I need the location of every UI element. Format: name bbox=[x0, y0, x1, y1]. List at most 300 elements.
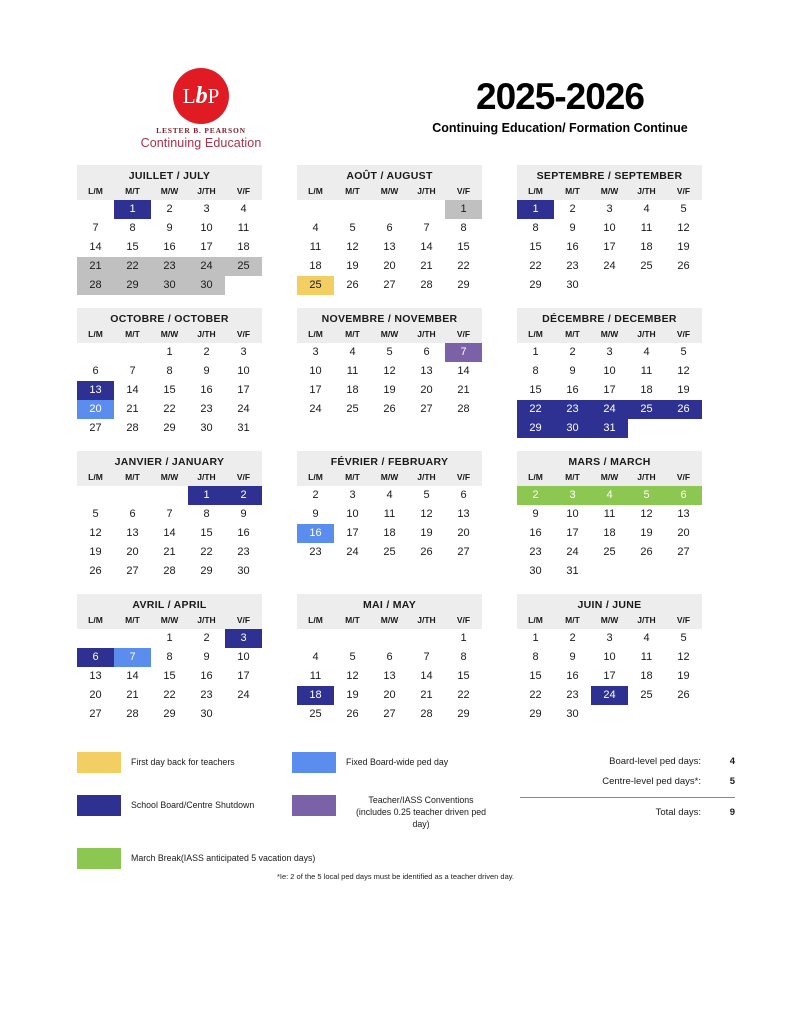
day-cell[interactable]: 12 bbox=[89, 527, 102, 539]
day-cell[interactable]: 1 bbox=[460, 632, 467, 644]
day-cell[interactable]: 21 bbox=[77, 257, 114, 276]
week-row bbox=[77, 276, 262, 295]
week-row bbox=[297, 400, 482, 419]
legend-item-fixed-board-ped bbox=[292, 752, 507, 773]
day-cell[interactable]: 11 bbox=[309, 241, 322, 253]
day-cell[interactable]: 26 bbox=[677, 689, 690, 701]
day-cell-empty bbox=[334, 200, 371, 219]
day-cell[interactable]: 10 bbox=[566, 508, 579, 520]
day-cell[interactable]: 8 bbox=[532, 651, 539, 663]
day-cell[interactable]: 22 bbox=[457, 689, 470, 701]
day-cell[interactable]: 19 bbox=[677, 670, 690, 682]
day-cell[interactable]: 26 bbox=[420, 546, 433, 558]
day-cell[interactable]: 10 bbox=[309, 365, 322, 377]
day-of-week-header-row bbox=[517, 329, 702, 343]
day-cell[interactable]: 7 bbox=[114, 648, 151, 667]
day-cell[interactable]: 26 bbox=[89, 565, 102, 577]
day-cell[interactable]: 12 bbox=[420, 508, 433, 520]
day-cell[interactable]: 7 bbox=[129, 365, 136, 377]
day-cell[interactable]: 12 bbox=[677, 651, 690, 663]
day-cell[interactable]: 1 bbox=[166, 632, 173, 644]
day-cell[interactable]: 18 bbox=[309, 260, 322, 272]
day-cell[interactable]: 1 bbox=[532, 346, 539, 358]
day-cell[interactable]: 23 bbox=[554, 400, 591, 419]
day-cell[interactable]: 30 bbox=[188, 276, 225, 295]
day-cell[interactable]: 18 bbox=[640, 384, 653, 396]
legend-label-conventions bbox=[346, 795, 496, 831]
day-cell[interactable]: 3 bbox=[240, 346, 247, 358]
day-cell[interactable]: 13 bbox=[420, 365, 433, 377]
day-cell[interactable]: 28 bbox=[163, 565, 176, 577]
day-cell[interactable]: 21 bbox=[457, 384, 470, 396]
day-cell[interactable]: 6 bbox=[129, 508, 136, 520]
day-cell[interactable]: 1 bbox=[188, 486, 225, 505]
day-cell[interactable]: 2 bbox=[569, 346, 576, 358]
day-cell[interactable]: 11 bbox=[383, 508, 396, 520]
day-cell[interactable]: 10 bbox=[346, 508, 359, 520]
day-cell[interactable]: 8 bbox=[203, 508, 210, 520]
day-cell[interactable]: 8 bbox=[460, 222, 467, 234]
week-row bbox=[517, 238, 702, 257]
day-cell[interactable]: 23 bbox=[151, 257, 188, 276]
day-cell[interactable]: 21 bbox=[126, 403, 139, 415]
day-cell[interactable]: 2 bbox=[569, 632, 576, 644]
day-cell[interactable]: 29 bbox=[200, 565, 213, 577]
day-cell[interactable]: 13 bbox=[77, 381, 114, 400]
day-cell[interactable]: 24 bbox=[309, 403, 322, 415]
day-of-week-header: J/TH bbox=[417, 186, 436, 196]
week-row bbox=[517, 276, 702, 295]
day-cell[interactable]: 19 bbox=[677, 241, 690, 253]
day-cell[interactable]: 16 bbox=[163, 241, 176, 253]
day-cell[interactable]: 24 bbox=[237, 689, 250, 701]
day-cell[interactable]: 9 bbox=[240, 508, 247, 520]
day-of-week-header: J/TH bbox=[637, 329, 656, 339]
day-cell[interactable]: 23 bbox=[529, 546, 542, 558]
day-cell[interactable]: 3 bbox=[606, 203, 613, 215]
month-title: MAI / MAY bbox=[297, 594, 482, 615]
day-cell[interactable]: 17 bbox=[346, 527, 359, 539]
day-cell[interactable]: 15 bbox=[126, 241, 139, 253]
day-cell[interactable]: 9 bbox=[203, 651, 210, 663]
day-cell[interactable]: 25 bbox=[297, 276, 334, 295]
day-cell[interactable]: 7 bbox=[445, 343, 482, 362]
day-cell[interactable]: 6 bbox=[386, 651, 393, 663]
day-cell[interactable]: 11 bbox=[346, 365, 359, 377]
day-cell[interactable]: 18 bbox=[237, 241, 250, 253]
day-cell[interactable]: 15 bbox=[529, 241, 542, 253]
day-cell[interactable]: 31 bbox=[566, 565, 579, 577]
day-cell[interactable]: 14 bbox=[126, 384, 139, 396]
day-cell[interactable]: 8 bbox=[129, 222, 136, 234]
day-cell[interactable]: 3 bbox=[203, 203, 210, 215]
day-cell[interactable]: 12 bbox=[383, 365, 396, 377]
day-cell[interactable]: 30 bbox=[554, 419, 591, 438]
day-cell[interactable]: 29 bbox=[529, 279, 542, 291]
day-cell[interactable]: 10 bbox=[237, 365, 250, 377]
day-cell[interactable]: 7 bbox=[423, 651, 430, 663]
day-cell[interactable]: 15 bbox=[529, 670, 542, 682]
day-cell[interactable]: 11 bbox=[640, 222, 653, 234]
week-row bbox=[77, 400, 262, 419]
day-cell[interactable]: 9 bbox=[312, 508, 319, 520]
day-cell[interactable]: 20 bbox=[77, 400, 114, 419]
day-cell[interactable]: 6 bbox=[386, 222, 393, 234]
day-cell[interactable]: 21 bbox=[163, 546, 176, 558]
day-cell[interactable]: 4 bbox=[312, 222, 319, 234]
day-cell[interactable]: 13 bbox=[89, 670, 102, 682]
day-cell[interactable]: 2 bbox=[225, 486, 262, 505]
week-row bbox=[77, 562, 262, 581]
day-cell[interactable]: 5 bbox=[680, 632, 687, 644]
day-cell[interactable]: 6 bbox=[665, 486, 702, 505]
day-cell[interactable]: 19 bbox=[640, 527, 653, 539]
day-cell[interactable]: 20 bbox=[89, 689, 102, 701]
day-cell[interactable]: 29 bbox=[457, 279, 470, 291]
day-cell[interactable]: 13 bbox=[126, 527, 139, 539]
day-cell[interactable]: 30 bbox=[566, 279, 579, 291]
day-cell[interactable]: 31 bbox=[237, 422, 250, 434]
day-cell[interactable]: 1 bbox=[532, 632, 539, 644]
day-cell[interactable]: 26 bbox=[346, 708, 359, 720]
day-cell[interactable]: 8 bbox=[166, 651, 173, 663]
day-cell[interactable]: 5 bbox=[423, 489, 430, 501]
day-cell[interactable]: 8 bbox=[460, 651, 467, 663]
day-cell[interactable]: 7 bbox=[92, 222, 99, 234]
day-cell[interactable]: 19 bbox=[346, 260, 359, 272]
day-cell[interactable]: 1 bbox=[517, 200, 554, 219]
day-cell[interactable]: 29 bbox=[163, 422, 176, 434]
day-cell[interactable]: 29 bbox=[529, 708, 542, 720]
day-cell[interactable]: 6 bbox=[460, 489, 467, 501]
day-cell[interactable]: 26 bbox=[677, 260, 690, 272]
day-cell[interactable]: 22 bbox=[457, 260, 470, 272]
day-cell[interactable]: 30 bbox=[529, 565, 542, 577]
day-cell[interactable]: 28 bbox=[126, 708, 139, 720]
day-cell[interactable]: 22 bbox=[163, 689, 176, 701]
day-cell[interactable]: 25 bbox=[225, 257, 262, 276]
day-cell[interactable]: 30 bbox=[237, 565, 250, 577]
day-cell[interactable]: 13 bbox=[677, 508, 690, 520]
day-cell[interactable]: 3 bbox=[606, 346, 613, 358]
day-cell[interactable]: 23 bbox=[566, 260, 579, 272]
day-cell[interactable]: 18 bbox=[603, 527, 616, 539]
day-cell[interactable]: 3 bbox=[349, 489, 356, 501]
day-cell[interactable]: 20 bbox=[383, 689, 396, 701]
day-cell[interactable]: 4 bbox=[240, 203, 247, 215]
legend-item-conventions bbox=[292, 795, 507, 831]
day-cell[interactable]: 11 bbox=[603, 508, 616, 520]
day-of-week-header: L/M bbox=[308, 615, 323, 625]
day-cell[interactable]: 1 bbox=[114, 200, 151, 219]
day-cell[interactable]: 27 bbox=[126, 565, 139, 577]
day-cell[interactable]: 4 bbox=[643, 203, 650, 215]
day-cell-empty bbox=[371, 629, 408, 648]
day-cell[interactable]: 19 bbox=[383, 384, 396, 396]
day-cell[interactable]: 4 bbox=[386, 489, 393, 501]
day-cell[interactable]: 28 bbox=[457, 403, 470, 415]
day-cell[interactable]: 17 bbox=[237, 670, 250, 682]
day-of-week-header: L/M bbox=[308, 186, 323, 196]
day-cell[interactable]: 15 bbox=[163, 670, 176, 682]
day-cell[interactable]: 10 bbox=[237, 651, 250, 663]
day-of-week-header: M/W bbox=[380, 615, 399, 625]
day-cell-empty bbox=[371, 419, 408, 438]
day-cell[interactable]: 16 bbox=[297, 524, 334, 543]
day-cell[interactable]: 25 bbox=[309, 708, 322, 720]
day-cell[interactable]: 31 bbox=[591, 419, 628, 438]
day-cell[interactable]: 1 bbox=[166, 346, 173, 358]
day-cell[interactable]: 5 bbox=[349, 222, 356, 234]
day-cell[interactable]: 7 bbox=[423, 222, 430, 234]
day-cell[interactable]: 26 bbox=[665, 400, 702, 419]
day-cell[interactable]: 4 bbox=[643, 632, 650, 644]
day-cell[interactable]: 17 bbox=[603, 670, 616, 682]
day-cell[interactable]: 24 bbox=[591, 686, 628, 705]
day-cell[interactable]: 18 bbox=[346, 384, 359, 396]
day-cell[interactable]: 19 bbox=[89, 546, 102, 558]
day-cell[interactable]: 25 bbox=[346, 403, 359, 415]
day-cell[interactable]: 22 bbox=[529, 689, 542, 701]
day-of-week-header: M/T bbox=[345, 472, 360, 482]
day-cell[interactable]: 2 bbox=[517, 486, 554, 505]
day-cell[interactable]: 16 bbox=[566, 670, 579, 682]
day-cell[interactable]: 21 bbox=[420, 260, 433, 272]
week-row bbox=[517, 257, 702, 276]
day-cell[interactable]: 14 bbox=[126, 670, 139, 682]
day-cell[interactable]: 18 bbox=[297, 686, 334, 705]
week-row bbox=[517, 362, 702, 381]
day-cell[interactable]: 25 bbox=[603, 546, 616, 558]
day-cell[interactable]: 28 bbox=[126, 422, 139, 434]
day-cell[interactable]: 30 bbox=[200, 422, 213, 434]
day-cell[interactable]: 2 bbox=[203, 632, 210, 644]
day-cell[interactable]: 18 bbox=[640, 670, 653, 682]
day-cell[interactable]: 17 bbox=[603, 241, 616, 253]
day-cell[interactable]: 15 bbox=[163, 384, 176, 396]
day-cell[interactable]: 8 bbox=[532, 222, 539, 234]
day-cell[interactable]: 23 bbox=[237, 546, 250, 558]
day-of-week-header: J/TH bbox=[417, 329, 436, 339]
day-of-week-header: V/F bbox=[236, 186, 251, 196]
day-cell[interactable]: 17 bbox=[309, 384, 322, 396]
day-cell[interactable]: 15 bbox=[529, 384, 542, 396]
month-title: JUILLET / JULY bbox=[77, 165, 262, 186]
day-cell[interactable]: 21 bbox=[126, 689, 139, 701]
week-row bbox=[297, 686, 482, 705]
day-cell[interactable]: 19 bbox=[420, 527, 433, 539]
day-cell[interactable]: 30 bbox=[566, 708, 579, 720]
day-cell[interactable]: 15 bbox=[200, 527, 213, 539]
day-cell[interactable]: 25 bbox=[628, 400, 665, 419]
day-cell[interactable]: 17 bbox=[603, 384, 616, 396]
day-of-week-header: M/T bbox=[125, 472, 140, 482]
day-cell[interactable]: 9 bbox=[569, 651, 576, 663]
day-cell[interactable]: 26 bbox=[383, 403, 396, 415]
day-of-week-header: V/F bbox=[456, 615, 471, 625]
day-cell[interactable]: 28 bbox=[420, 708, 433, 720]
day-of-week-header-row bbox=[77, 472, 262, 486]
day-cell[interactable]: 3 bbox=[312, 346, 319, 358]
day-cell[interactable]: 12 bbox=[677, 365, 690, 377]
day-cell[interactable]: 10 bbox=[603, 222, 616, 234]
day-cell[interactable]: 20 bbox=[420, 384, 433, 396]
day-cell[interactable]: 29 bbox=[457, 708, 470, 720]
day-cell[interactable]: 5 bbox=[386, 346, 393, 358]
day-cell[interactable]: 16 bbox=[566, 384, 579, 396]
day-cell[interactable]: 22 bbox=[529, 260, 542, 272]
day-cell[interactable]: 14 bbox=[420, 670, 433, 682]
day-cell[interactable]: 19 bbox=[346, 689, 359, 701]
day-cell[interactable]: 27 bbox=[420, 403, 433, 415]
week-row bbox=[517, 419, 702, 438]
day-cell[interactable]: 26 bbox=[640, 546, 653, 558]
day-cell[interactable]: 12 bbox=[346, 670, 359, 682]
day-cell[interactable]: 25 bbox=[640, 689, 653, 701]
day-cell[interactable]: 16 bbox=[566, 241, 579, 253]
day-cell[interactable]: 22 bbox=[200, 546, 213, 558]
day-cell[interactable]: 2 bbox=[569, 203, 576, 215]
day-cell[interactable]: 27 bbox=[383, 279, 396, 291]
day-cell[interactable]: 6 bbox=[92, 365, 99, 377]
day-cell[interactable]: 24 bbox=[346, 546, 359, 558]
day-cell[interactable]: 22 bbox=[163, 403, 176, 415]
day-cell[interactable]: 4 bbox=[643, 346, 650, 358]
day-cell[interactable]: 5 bbox=[349, 651, 356, 663]
day-cell[interactable]: 26 bbox=[346, 279, 359, 291]
day-cell[interactable]: 11 bbox=[309, 670, 322, 682]
day-cell[interactable]: 16 bbox=[237, 527, 250, 539]
day-cell[interactable]: 24 bbox=[603, 260, 616, 272]
day-cell[interactable]: 29 bbox=[517, 419, 554, 438]
day-cell[interactable]: 4 bbox=[349, 346, 356, 358]
day-cell[interactable]: 28 bbox=[420, 279, 433, 291]
day-cell[interactable]: 14 bbox=[457, 365, 470, 377]
day-cell[interactable]: 25 bbox=[640, 260, 653, 272]
day-cell[interactable]: 24 bbox=[566, 546, 579, 558]
day-cell[interactable]: 17 bbox=[237, 384, 250, 396]
day-cell[interactable]: 22 bbox=[114, 257, 151, 276]
day-cell[interactable]: 3 bbox=[606, 632, 613, 644]
day-cell[interactable]: 29 bbox=[163, 708, 176, 720]
day-cell[interactable]: 23 bbox=[200, 689, 213, 701]
day-cell[interactable]: 10 bbox=[603, 651, 616, 663]
day-cell[interactable]: 2 bbox=[312, 489, 319, 501]
day-cell[interactable]: 24 bbox=[237, 403, 250, 415]
day-of-week-header: M/W bbox=[380, 186, 399, 196]
day-cell[interactable]: 12 bbox=[346, 241, 359, 253]
week-row bbox=[517, 400, 702, 419]
day-cell[interactable]: 12 bbox=[677, 222, 690, 234]
day-cell[interactable]: 27 bbox=[457, 546, 470, 558]
day-cell[interactable]: 3 bbox=[225, 629, 262, 648]
day-cell[interactable]: 3 bbox=[554, 486, 591, 505]
day-cell[interactable]: 21 bbox=[420, 689, 433, 701]
day-cell[interactable]: 18 bbox=[383, 527, 396, 539]
day-cell[interactable]: 6 bbox=[77, 648, 114, 667]
day-cell[interactable]: 2 bbox=[166, 203, 173, 215]
day-cell[interactable]: 9 bbox=[569, 365, 576, 377]
day-cell[interactable]: 17 bbox=[200, 241, 213, 253]
day-cell[interactable]: 14 bbox=[420, 241, 433, 253]
day-cell[interactable]: 1 bbox=[445, 200, 482, 219]
day-cell[interactable]: 28 bbox=[77, 276, 114, 295]
day-cell[interactable]: 20 bbox=[126, 546, 139, 558]
day-cell[interactable]: 11 bbox=[237, 222, 250, 234]
week-row bbox=[297, 200, 482, 219]
day-cell[interactable]: 9 bbox=[569, 222, 576, 234]
day-cell[interactable]: 22 bbox=[517, 400, 554, 419]
day-cell[interactable]: 23 bbox=[200, 403, 213, 415]
day-cell[interactable]: 4 bbox=[312, 651, 319, 663]
day-cell[interactable]: 5 bbox=[680, 203, 687, 215]
legend-swatch-blue-icon bbox=[292, 752, 336, 773]
day-cell[interactable]: 9 bbox=[166, 222, 173, 234]
day-cell[interactable]: 8 bbox=[532, 365, 539, 377]
day-cell[interactable]: 17 bbox=[566, 527, 579, 539]
day-cell[interactable]: 23 bbox=[566, 689, 579, 701]
day-cell[interactable]: 2 bbox=[203, 346, 210, 358]
day-cell[interactable]: 11 bbox=[640, 651, 653, 663]
day-cell[interactable]: 27 bbox=[89, 708, 102, 720]
day-cell[interactable]: 9 bbox=[532, 508, 539, 520]
week-row bbox=[297, 238, 482, 257]
day-cell[interactable]: 4 bbox=[591, 486, 628, 505]
day-cell[interactable]: 20 bbox=[383, 260, 396, 272]
day-cell[interactable]: 10 bbox=[603, 365, 616, 377]
day-cell[interactable]: 30 bbox=[151, 276, 188, 295]
day-cell-empty bbox=[408, 200, 445, 219]
day-cell[interactable]: 13 bbox=[383, 670, 396, 682]
day-cell[interactable]: 7 bbox=[166, 508, 173, 520]
day-cell[interactable]: 27 bbox=[89, 422, 102, 434]
day-cell[interactable]: 24 bbox=[188, 257, 225, 276]
day-cell[interactable]: 30 bbox=[200, 708, 213, 720]
day-cell[interactable]: 15 bbox=[457, 670, 470, 682]
day-cell-empty bbox=[665, 419, 702, 438]
day-cell[interactable]: 20 bbox=[677, 527, 690, 539]
day-cell[interactable]: 23 bbox=[309, 546, 322, 558]
day-cell[interactable]: 19 bbox=[677, 384, 690, 396]
day-cell[interactable]: 8 bbox=[166, 365, 173, 377]
day-cell[interactable]: 6 bbox=[423, 346, 430, 358]
day-cell[interactable]: 20 bbox=[457, 527, 470, 539]
day-cell[interactable]: 5 bbox=[628, 486, 665, 505]
day-cell[interactable]: 12 bbox=[640, 508, 653, 520]
day-cell[interactable]: 29 bbox=[114, 276, 151, 295]
day-cell[interactable]: 16 bbox=[529, 527, 542, 539]
day-cell[interactable]: 11 bbox=[640, 365, 653, 377]
day-cell[interactable]: 15 bbox=[457, 241, 470, 253]
day-cell[interactable]: 16 bbox=[200, 670, 213, 682]
day-cell[interactable]: 14 bbox=[163, 527, 176, 539]
day-cell[interactable]: 13 bbox=[383, 241, 396, 253]
week-row bbox=[297, 343, 482, 362]
day-cell[interactable]: 14 bbox=[89, 241, 102, 253]
month-calendar bbox=[77, 451, 262, 581]
day-cell[interactable]: 27 bbox=[383, 708, 396, 720]
day-cell[interactable]: 5 bbox=[680, 346, 687, 358]
day-cell[interactable]: 5 bbox=[92, 508, 99, 520]
day-cell[interactable]: 18 bbox=[640, 241, 653, 253]
day-cell[interactable]: 27 bbox=[677, 546, 690, 558]
day-cell[interactable]: 25 bbox=[383, 546, 396, 558]
day-cell[interactable]: 16 bbox=[200, 384, 213, 396]
day-cell[interactable]: 10 bbox=[200, 222, 213, 234]
day-cell[interactable]: 24 bbox=[591, 400, 628, 419]
day-cell[interactable]: 13 bbox=[457, 508, 470, 520]
day-cell[interactable]: 9 bbox=[203, 365, 210, 377]
